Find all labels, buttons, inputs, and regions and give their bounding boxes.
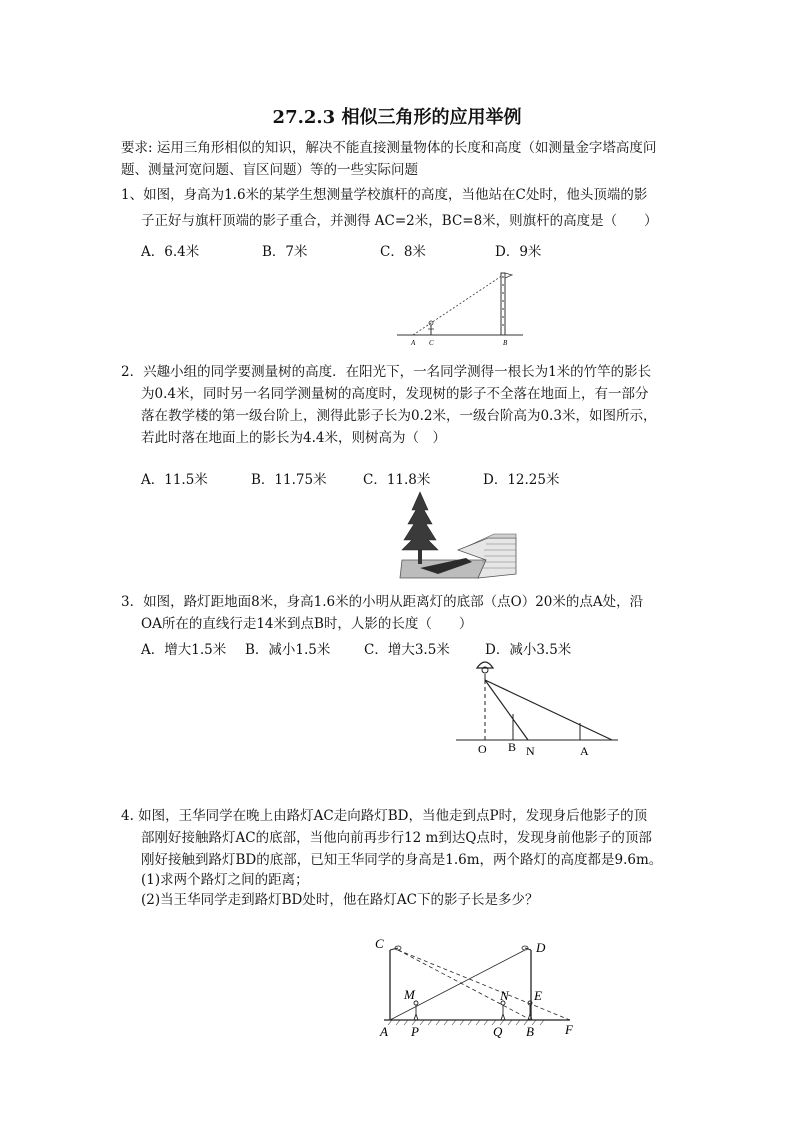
q2-line-2: 为0.4米，同时另一名同学测量树的高度时，发现树的影子不全落在地面上，有一部分 [141,386,649,402]
q1-line-1: 1、如图，身高为1.6米的某学生想测量学校旗杆的高度，当他站在C处时，他头顶端的影 [121,187,648,203]
q1-figure [395,265,525,347]
page-title: 27.2.3 相似三角形的应用举例 [272,107,522,128]
q2-figure [398,488,520,586]
q2-line-4: 若此时落在地面上的影长为4.4米，则树高为（ ） [141,430,446,446]
q1-option-b: B．7米 [262,244,308,260]
q1-label-b: B [503,339,508,347]
q4-label-f: F [565,1022,573,1037]
q4-label-b: B [526,1024,534,1039]
q4-label-d: D [536,940,546,955]
q3-label-n: N [526,744,535,758]
q1-line-2: 子正好与旗杆顶端的影子重合，并测得 AC=2米，BC=8米，则旗杆的高度是（ ） [141,213,658,229]
q2-option-d: D．12.25米 [483,472,560,488]
q4-part-2: (2)当王华同学走到路灯BD处时，他在路灯AC下的影子长是多少？ [141,892,539,908]
q3-option-b: B．减小1.5米 [245,642,331,658]
q4-line-3: 刚好接触到路灯BD的底部，已知王华同学的身高是1.6m，两个路灯的高度都是9.6m。 [141,852,663,868]
q4-label-n: N [500,988,509,1003]
q3-label-a: A [580,744,589,758]
q2-option-c: C．11.8米 [363,472,431,488]
q1-option-c: C．8米 [380,244,426,260]
intro-line-2: 题、测量河宽问题、盲区问题）等的一些实际问题 [121,162,418,178]
q3-option-c: C．增大3.5米 [364,642,450,658]
q4-label-a: A [380,1024,388,1039]
q4-line-2: 部刚好接触路灯AC的底部，当他向前再步行12 m到达Q点时，发现身前他影子的顶部 [141,830,652,846]
q4-label-e: E [534,988,542,1003]
q1-option-d: D．9米 [495,244,542,260]
q3-label-b: B [508,740,517,754]
q3-line-2: OA所在的直线行走14米到点B时，人影的长度（ ） [141,616,473,632]
q1-label-c: C [429,339,434,347]
q4-figure [370,930,585,1040]
q4-line-1: 4. 如图，王华同学在晚上由路灯AC走向路灯BD，当他走到点P时，发现身后他影子的顶 [121,808,648,824]
q3-line-1: 3．如图，路灯距地面8米，身高1.6米的小明从距离灯的底部（点O）20米的点A处，沿 [121,594,644,610]
q4-label-q: Q [493,1024,503,1039]
q1-label-a: A [411,339,416,347]
q4-label-c: C [375,936,384,951]
q2-option-a: A．11.5米 [141,472,208,488]
q2-line-3: 落在教学楼的第一级台阶上，测得此影子长为0.2米，一级台阶高为0.3米，如图所示， [141,408,657,424]
q4-label-p: P [411,1024,419,1039]
q4-part-1: (1)求两个路灯之间的距离； [141,872,309,888]
q3-label-o: O [478,742,487,756]
intro-line-1: 要求: 运用三角形相似的知识，解决不能直接测量物体的长度和高度（如测量金字塔高度问 [121,140,657,156]
q2-line-1: 2．兴趣小组的同学要测量树的高度．在阳光下，一名同学测得一根长为1米的竹竿的影长 [121,364,652,380]
q1-option-a: A．6.4米 [141,244,200,260]
q3-option-a: A．增大1.5米 [141,642,227,658]
q3-figure [452,652,622,762]
q2-option-b: B．11.75米 [251,472,327,488]
q4-label-m: M [404,987,415,1002]
q3-option-d: D．减小3.5米 [485,642,572,658]
